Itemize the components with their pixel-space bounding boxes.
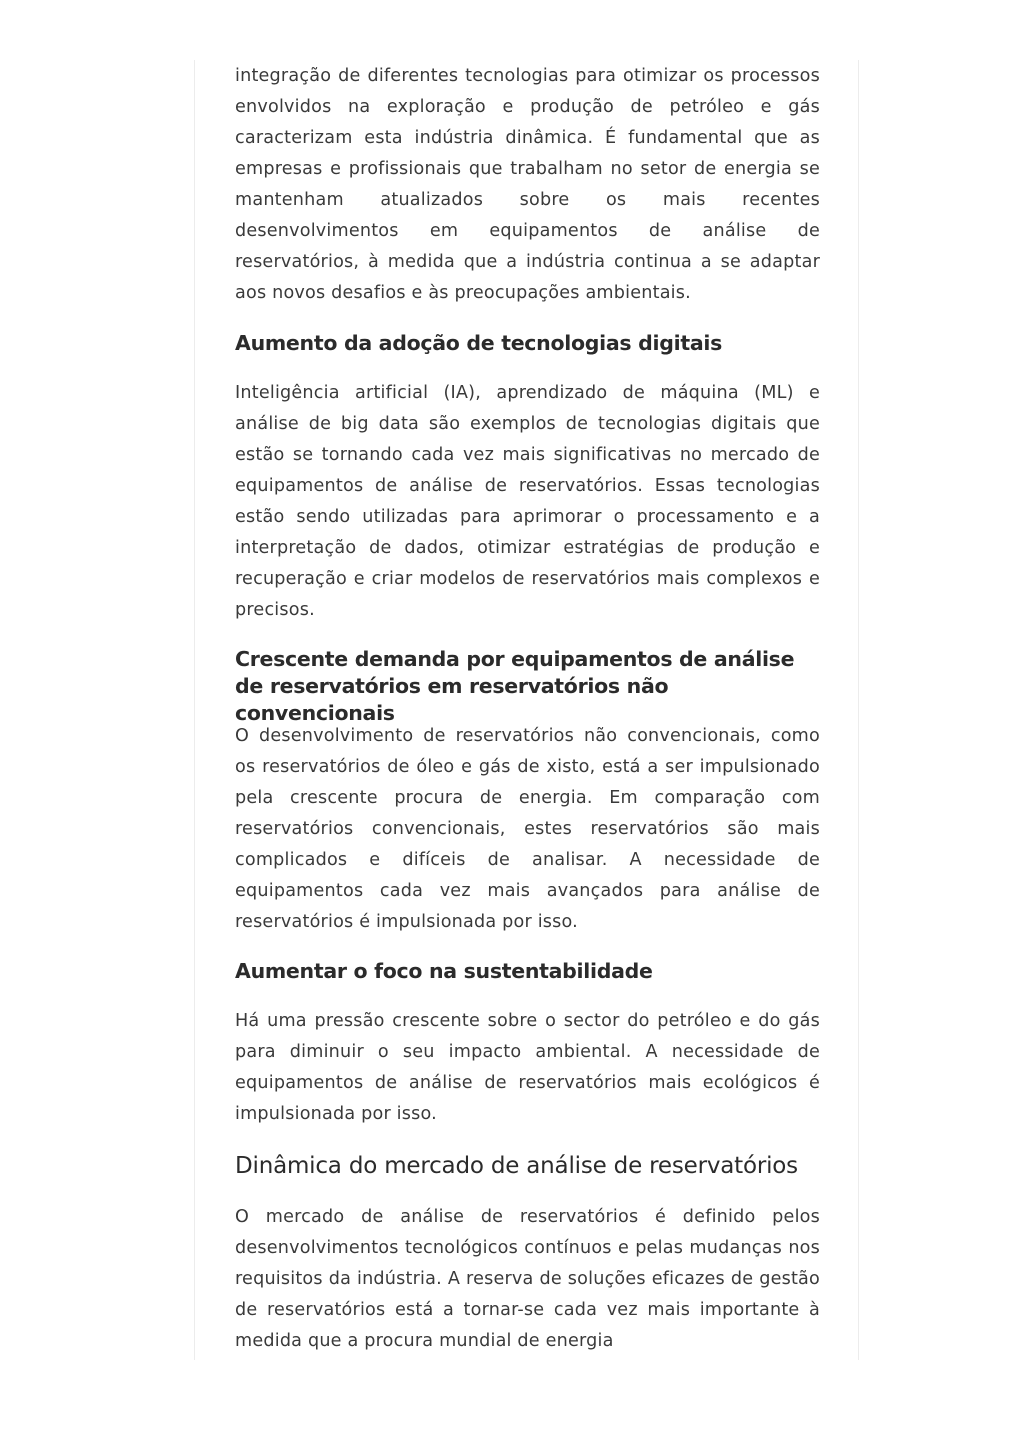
paragraph-unconventional-reservoirs: O desenvolvimento de reservatórios não convencionais, como os reservatórios de óleo e gás de xisto, está a ser impulsionado pela crescente procura de energia. Em comparação com reservatórios convencionais, estes reservatórios são mais complicados e difíceis de analisar. A necessidade de equipamentos cada vez mais avançados para análise de reservatórios é impulsionada por isso. bbox=[235, 726, 820, 932]
paragraph-market-dynamics: O mercado de análise de reservatórios é definido pelos desenvolvimentos tecnológicos contínuos e pelas mudanças nos requisitos da indústria. A reserva de soluções eficazes de gestão de reservatórios está a tornar-se cada vez mais importante à medida que a procura mundial de energia bbox=[235, 1207, 820, 1351]
heading-market-dynamics: Dinâmica do mercado de análise de reservatórios bbox=[235, 1153, 798, 1179]
paragraph-technology-integration: integração de diferentes tecnologias para otimizar os processos envolvidos na exploração e produção de petróleo e gás caracterizam esta indústria dinâmica. É fundamental que as empresas e profissionais que trabalham no setor de energia se mantenham atualizados sobre os mais recentes desenvolvimentos em equipamentos de análise de reservatórios, à medida que a indústria continua a se adaptar aos novos desafios e às preocupações ambientais. bbox=[235, 66, 820, 303]
document-page bbox=[194, 60, 859, 1360]
heading-sustainability: Aumentar o foco na sustentabilidade bbox=[235, 959, 653, 983]
paragraph-sustainability: Há uma pressão crescente sobre o sector do petróleo e do gás para diminuir o seu impacto ambiental. A necessidade de equipamentos de análise de reservatórios mais ecológicos é impulsionada por isso. bbox=[235, 1011, 820, 1124]
paragraph-digital-technologies: Inteligência artificial (IA), aprendizado de máquina (ML) e análise de big data são exemplos de tecnologias digitais que estão se tornando cada vez mais significativas no mercado de equipamentos de análise de reservatórios. Essas tecnologias estão sendo utilizadas para aprimorar o processamento e a interpretação de dados, otimizar estratégias de produção e recuperação e criar modelos de reservatórios mais complexos e precisos. bbox=[235, 383, 820, 620]
heading-digital-adoption: Aumento da adoção de tecnologias digitais bbox=[235, 331, 722, 355]
heading-unconventional-reservoirs: Crescente demanda por equipamentos de análise de reservatórios em reservatórios não convencionais bbox=[235, 647, 795, 725]
